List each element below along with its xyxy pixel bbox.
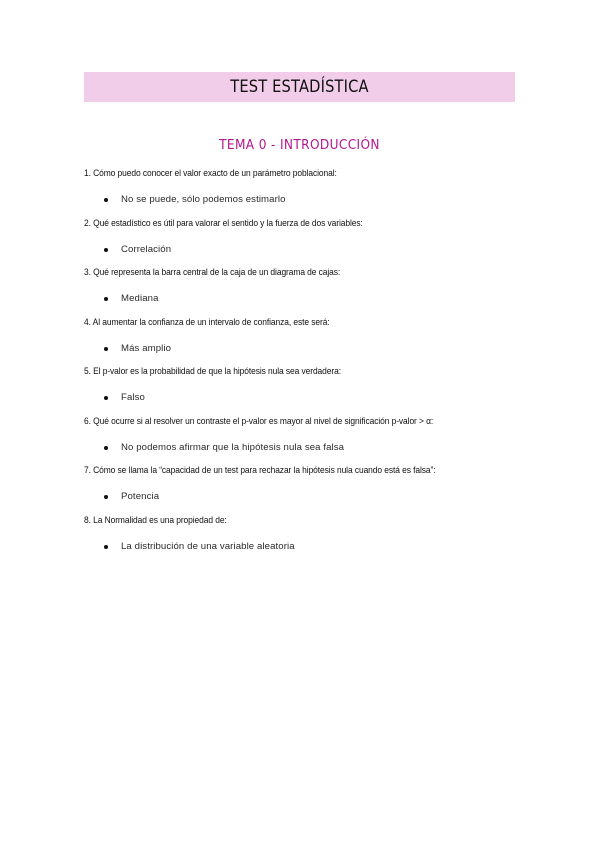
bullet-icon [104,248,108,252]
answer-item [84,244,524,256]
bullet-icon [104,198,108,202]
question-block-4 [84,317,524,355]
answer-item [84,392,524,404]
answer-text: Mediana [121,293,159,304]
question-block-7 [84,465,524,503]
question-block-8 [84,515,524,553]
answer-text: Correlación [121,244,172,255]
question-text: 4. Al aumentar la confianza de un intervalo de confianza, este será: [84,317,330,328]
answer-item [84,293,524,305]
answer-text: No podemos afirmar que la hipótesis nula sea falsa [121,442,345,453]
answer-text: Falso [121,392,145,403]
bullet-icon [104,297,108,301]
bullet-icon [104,446,108,450]
question-text: 8. La Normalidad es una propiedad de: [84,515,227,526]
answer-item [84,491,524,503]
page-title: TEST ESTADÍSTICA [230,77,369,97]
question-block-2 [84,218,524,256]
bullet-icon [104,495,108,499]
title-banner [84,72,515,102]
bullet-icon [104,396,108,400]
section-title: TEMA 0 - INTRODUCCIÓN [219,137,380,153]
question-text: 3. Qué representa la barra central de la caja de un diagrama de cajas: [84,267,341,278]
answer-item [84,343,524,355]
answer-text: No se puede, sólo podemos estimarlo [121,194,286,205]
question-block-1 [84,168,524,206]
bullet-icon [104,545,108,549]
question-text: 6. Qué ocurre si al resolver un contraste el p-valor es mayor al nivel de significación p-valor > α: [84,416,434,427]
answer-item [84,442,524,454]
answer-item [84,194,524,206]
answer-text: Más amplio [121,343,172,354]
answer-item [84,541,524,553]
question-text: 7. Cómo se llama la “capacidad de un test para rechazar la hipótesis nula cuando está es falsa”: [84,465,436,476]
question-text: 2. Qué estadístico es útil para valorar el sentido y la fuerza de dos variables: [84,218,363,229]
question-block-3 [84,267,524,305]
question-block-5 [84,366,524,404]
answer-text: La distribución de una variable aleatoria [121,541,295,552]
question-block-6 [84,416,524,454]
answer-text: Potencia [121,491,160,502]
question-text: 1. Cómo puedo conocer el valor exacto de un parámetro poblacional: [84,168,337,179]
bullet-icon [104,347,108,351]
question-text: 5. El p-valor es la probabilidad de que la hipótesis nula sea verdadera: [84,366,341,377]
